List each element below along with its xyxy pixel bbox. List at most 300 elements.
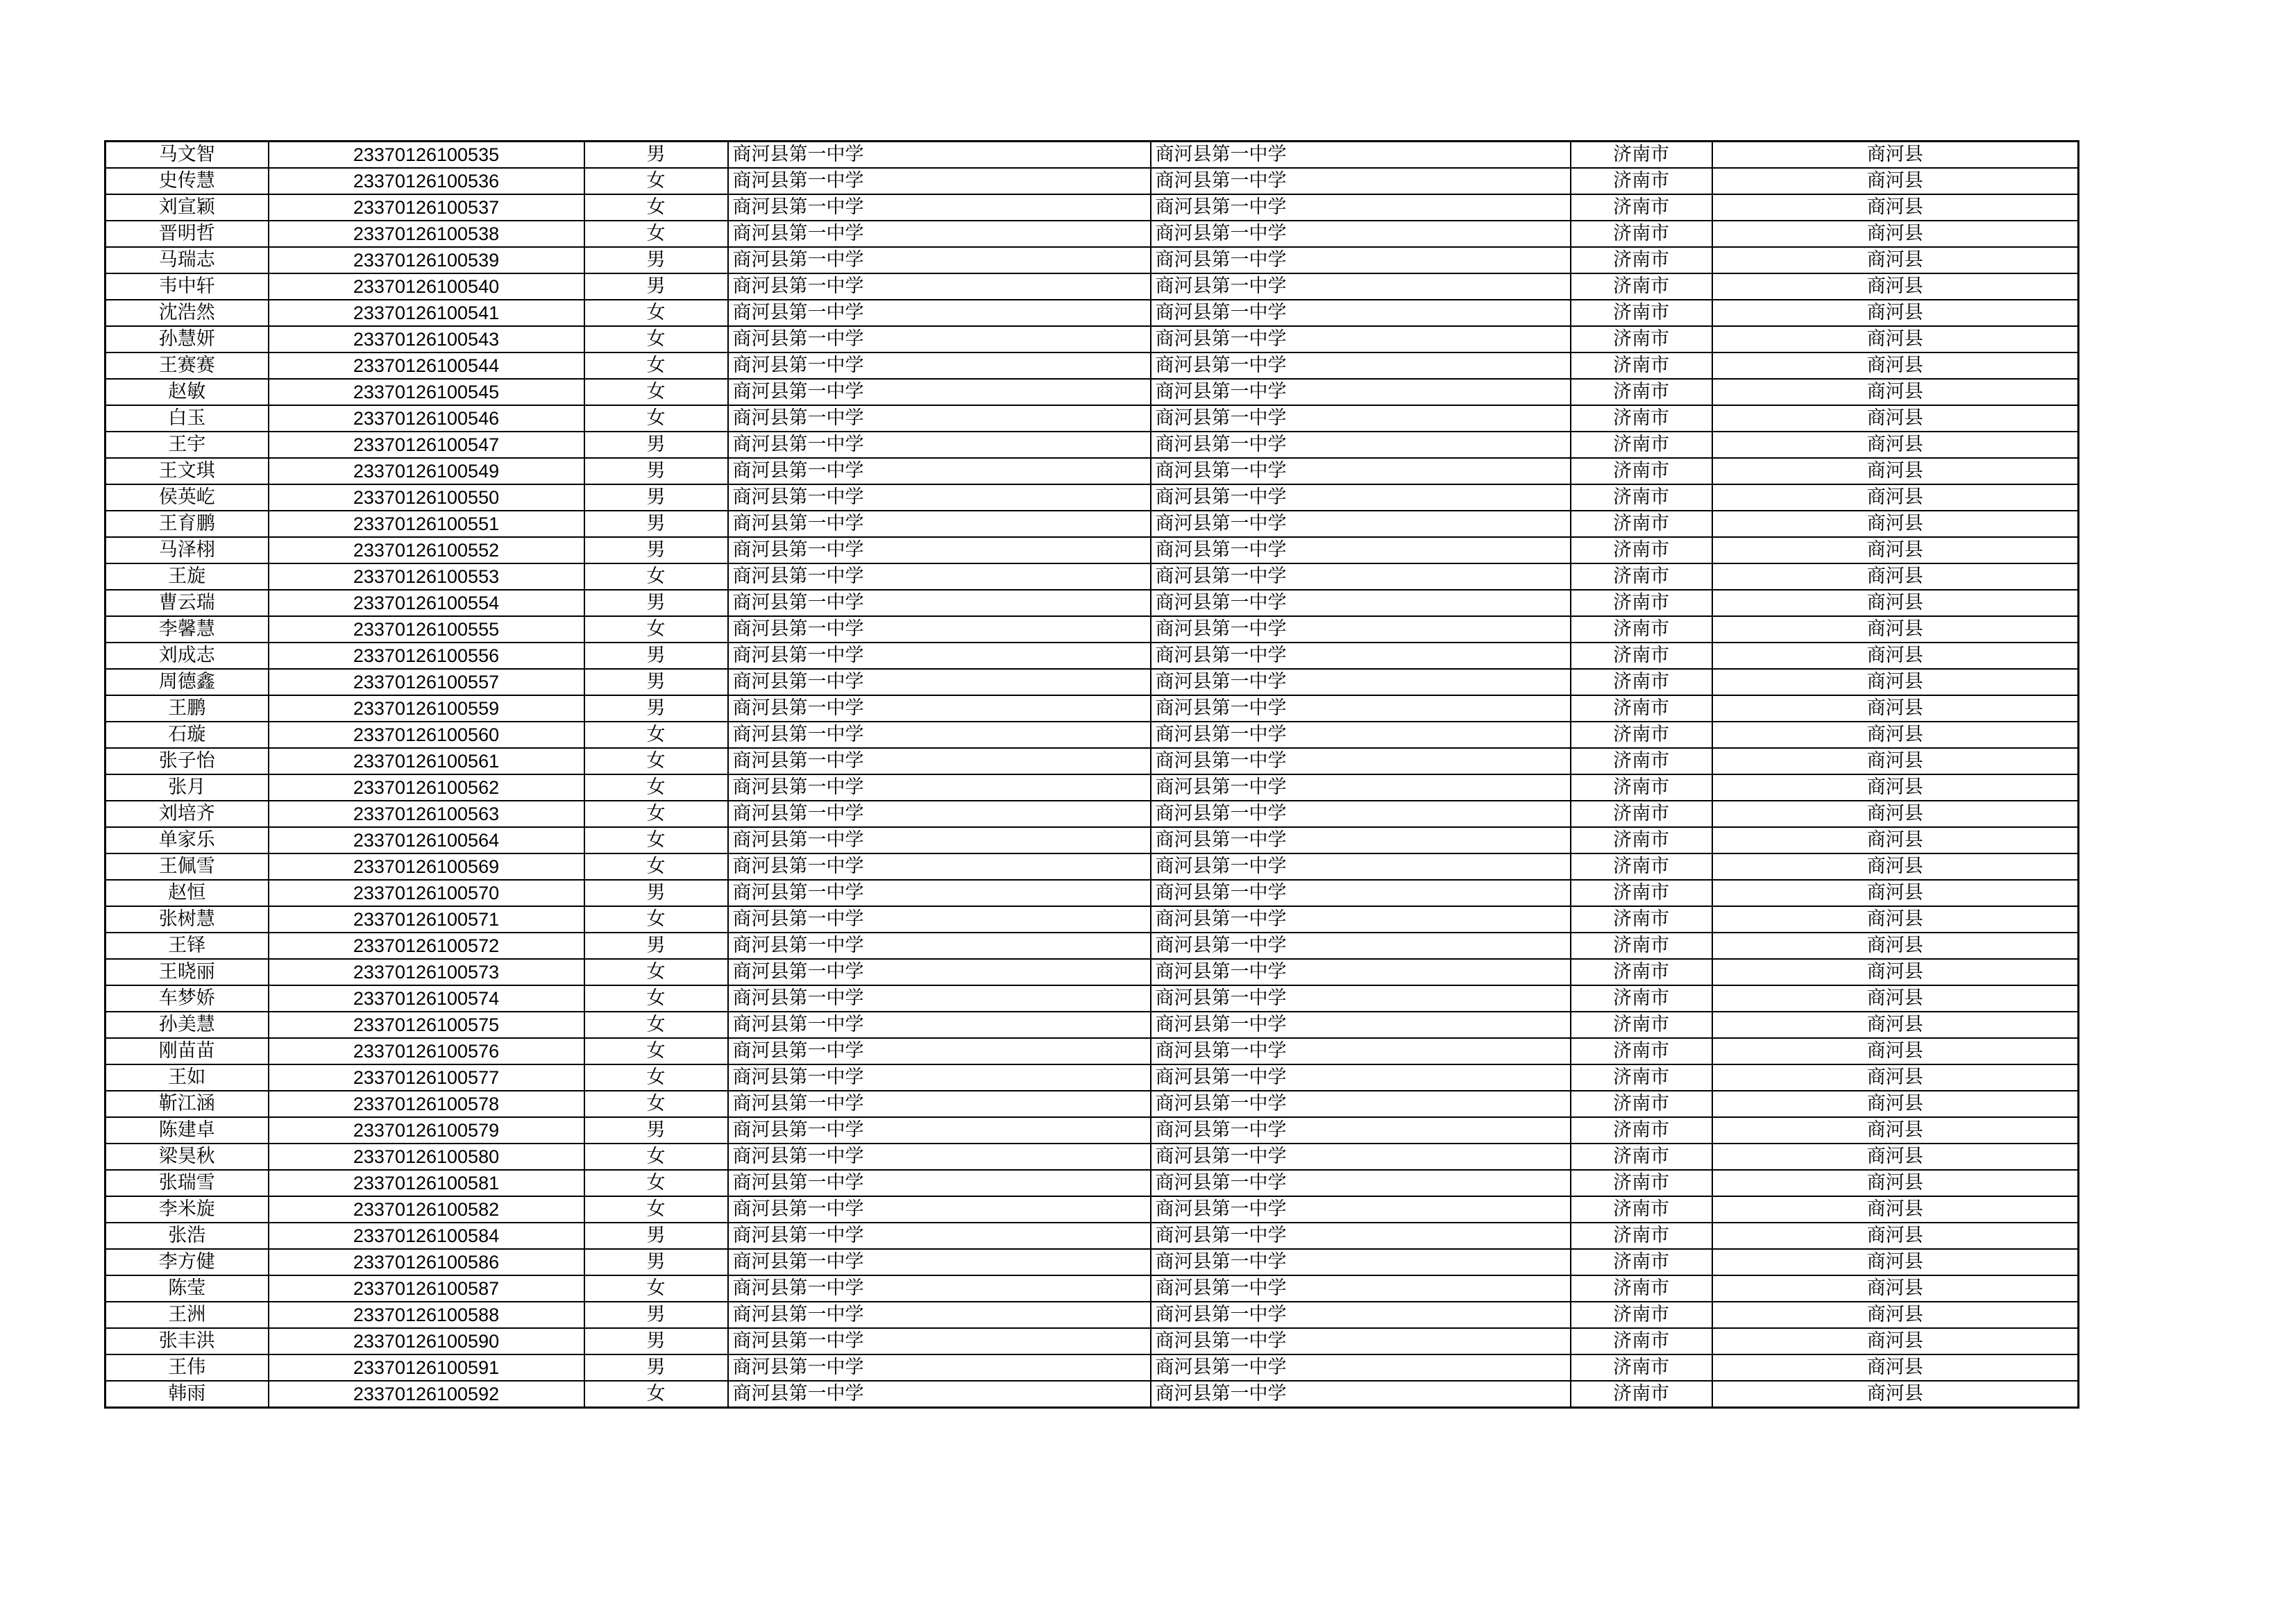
school-cell: 商河县第一中学 <box>728 247 1151 273</box>
gender-cell: 男 <box>584 432 728 458</box>
student-name-cell: 韩雨 <box>105 1381 269 1408</box>
city-cell: 济南市 <box>1571 511 1712 537</box>
table-row <box>105 643 2079 669</box>
table-row <box>105 484 2079 511</box>
exam-school-cell: 商河县第一中学 <box>1151 827 1571 853</box>
student-name-cell: 单家乐 <box>105 827 269 853</box>
county-cell: 商河县 <box>1712 1354 2079 1381</box>
exam-number-cell: 23370126100569 <box>269 853 584 880</box>
exam-school-cell: 商河县第一中学 <box>1151 1223 1571 1249</box>
exam-school-cell: 商河县第一中学 <box>1151 432 1571 458</box>
city-cell: 济南市 <box>1571 880 1712 906</box>
table-row <box>105 1275 2079 1302</box>
exam-school-cell: 商河县第一中学 <box>1151 1196 1571 1223</box>
table-row <box>105 142 2079 169</box>
student-name-cell: 赵恒 <box>105 880 269 906</box>
gender-cell: 女 <box>584 774 728 801</box>
student-name-cell: 靳江涵 <box>105 1091 269 1117</box>
table-row <box>105 774 2079 801</box>
county-cell: 商河县 <box>1712 1302 2079 1328</box>
school-cell: 商河县第一中学 <box>728 273 1151 300</box>
student-name-cell: 沈浩然 <box>105 300 269 326</box>
gender-cell: 男 <box>584 643 728 669</box>
exam-school-cell: 商河县第一中学 <box>1151 1144 1571 1170</box>
exam-number-cell: 23370126100560 <box>269 722 584 748</box>
exam-number-cell: 23370126100540 <box>269 273 584 300</box>
student-name-cell: 陈莹 <box>105 1275 269 1302</box>
exam-school-cell: 商河县第一中学 <box>1151 194 1571 221</box>
exam-number-cell: 23370126100571 <box>269 906 584 933</box>
city-cell: 济南市 <box>1571 1170 1712 1196</box>
city-cell: 济南市 <box>1571 458 1712 484</box>
city-cell: 济南市 <box>1571 906 1712 933</box>
exam-number-cell: 23370126100555 <box>269 616 584 643</box>
student-name-cell: 王赛赛 <box>105 352 269 379</box>
student-name-cell: 孙慧妍 <box>105 326 269 352</box>
student-name-cell: 王旋 <box>105 563 269 590</box>
city-cell: 济南市 <box>1571 484 1712 511</box>
city-cell: 济南市 <box>1571 985 1712 1012</box>
student-name-cell: 白玉 <box>105 405 269 432</box>
gender-cell: 男 <box>584 1328 728 1354</box>
exam-school-cell: 商河县第一中学 <box>1151 1064 1571 1091</box>
school-cell: 商河县第一中学 <box>728 827 1151 853</box>
student-name-cell: 侯英屹 <box>105 484 269 511</box>
exam-school-cell: 商河县第一中学 <box>1151 1328 1571 1354</box>
exam-number-cell: 23370126100572 <box>269 933 584 959</box>
city-cell: 济南市 <box>1571 563 1712 590</box>
school-cell: 商河县第一中学 <box>728 774 1151 801</box>
city-cell: 济南市 <box>1571 1302 1712 1328</box>
table-row <box>105 379 2079 405</box>
school-cell: 商河县第一中学 <box>728 221 1151 247</box>
exam-school-cell: 商河县第一中学 <box>1151 774 1571 801</box>
student-name-cell: 王育鹏 <box>105 511 269 537</box>
gender-cell: 男 <box>584 1249 728 1275</box>
table-row <box>105 1144 2079 1170</box>
exam-number-cell: 23370126100545 <box>269 379 584 405</box>
exam-number-cell: 23370126100592 <box>269 1381 584 1408</box>
exam-number-cell: 23370126100579 <box>269 1117 584 1144</box>
gender-cell: 女 <box>584 1275 728 1302</box>
city-cell: 济南市 <box>1571 933 1712 959</box>
table-row <box>105 1012 2079 1038</box>
table-row <box>105 458 2079 484</box>
city-cell: 济南市 <box>1571 300 1712 326</box>
student-name-cell: 张月 <box>105 774 269 801</box>
exam-number-cell: 23370126100564 <box>269 827 584 853</box>
school-cell: 商河县第一中学 <box>728 1064 1151 1091</box>
student-name-cell: 李米旋 <box>105 1196 269 1223</box>
exam-school-cell: 商河县第一中学 <box>1151 247 1571 273</box>
exam-school-cell: 商河县第一中学 <box>1151 1091 1571 1117</box>
student-roster-table <box>104 140 2079 1409</box>
city-cell: 济南市 <box>1571 326 1712 352</box>
city-cell: 济南市 <box>1571 1038 1712 1064</box>
table-row <box>105 1223 2079 1249</box>
county-cell: 商河县 <box>1712 880 2079 906</box>
city-cell: 济南市 <box>1571 1328 1712 1354</box>
gender-cell: 女 <box>584 326 728 352</box>
school-cell: 商河县第一中学 <box>728 194 1151 221</box>
county-cell: 商河县 <box>1712 774 2079 801</box>
city-cell: 济南市 <box>1571 1144 1712 1170</box>
student-name-cell: 车梦娇 <box>105 985 269 1012</box>
table-row <box>105 880 2079 906</box>
city-cell: 济南市 <box>1571 801 1712 827</box>
city-cell: 济南市 <box>1571 774 1712 801</box>
table-row <box>105 511 2079 537</box>
school-cell: 商河县第一中学 <box>728 933 1151 959</box>
school-cell: 商河县第一中学 <box>728 537 1151 563</box>
table-row <box>105 1091 2079 1117</box>
exam-number-cell: 23370126100549 <box>269 458 584 484</box>
exam-number-cell: 23370126100581 <box>269 1170 584 1196</box>
exam-number-cell: 23370126100557 <box>269 669 584 695</box>
gender-cell: 女 <box>584 221 728 247</box>
exam-number-cell: 23370126100551 <box>269 511 584 537</box>
exam-school-cell: 商河县第一中学 <box>1151 590 1571 616</box>
student-name-cell: 李方健 <box>105 1249 269 1275</box>
exam-school-cell: 商河县第一中学 <box>1151 1012 1571 1038</box>
exam-school-cell: 商河县第一中学 <box>1151 142 1571 169</box>
exam-number-cell: 23370126100578 <box>269 1091 584 1117</box>
exam-number-cell: 23370126100573 <box>269 959 584 985</box>
table-row <box>105 247 2079 273</box>
exam-number-cell: 23370126100584 <box>269 1223 584 1249</box>
county-cell: 商河县 <box>1712 352 2079 379</box>
student-name-cell: 张丰洪 <box>105 1328 269 1354</box>
county-cell: 商河县 <box>1712 748 2079 774</box>
table-row <box>105 1196 2079 1223</box>
exam-number-cell: 23370126100586 <box>269 1249 584 1275</box>
gender-cell: 男 <box>584 880 728 906</box>
exam-school-cell: 商河县第一中学 <box>1151 748 1571 774</box>
table-row <box>105 1170 2079 1196</box>
exam-number-cell: 23370126100553 <box>269 563 584 590</box>
student-name-cell: 马文智 <box>105 142 269 169</box>
gender-cell: 女 <box>584 1038 728 1064</box>
county-cell: 商河县 <box>1712 1064 2079 1091</box>
exam-school-cell: 商河县第一中学 <box>1151 300 1571 326</box>
exam-number-cell: 23370126100588 <box>269 1302 584 1328</box>
student-name-cell: 晋明哲 <box>105 221 269 247</box>
city-cell: 济南市 <box>1571 247 1712 273</box>
gender-cell: 女 <box>584 801 728 827</box>
exam-school-cell: 商河县第一中学 <box>1151 722 1571 748</box>
table-body <box>105 142 2079 1408</box>
school-cell: 商河县第一中学 <box>728 168 1151 194</box>
city-cell: 济南市 <box>1571 1249 1712 1275</box>
table-row <box>105 273 2079 300</box>
gender-cell: 男 <box>584 458 728 484</box>
city-cell: 济南市 <box>1571 827 1712 853</box>
exam-school-cell: 商河县第一中学 <box>1151 801 1571 827</box>
school-cell: 商河县第一中学 <box>728 1012 1151 1038</box>
table-row <box>105 1381 2079 1408</box>
county-cell: 商河县 <box>1712 669 2079 695</box>
exam-number-cell: 23370126100576 <box>269 1038 584 1064</box>
school-cell: 商河县第一中学 <box>728 1381 1151 1408</box>
table-row <box>105 1249 2079 1275</box>
table-row <box>105 194 2079 221</box>
student-name-cell: 王鹏 <box>105 695 269 722</box>
exam-school-cell: 商河县第一中学 <box>1151 326 1571 352</box>
city-cell: 济南市 <box>1571 537 1712 563</box>
school-cell: 商河县第一中学 <box>728 326 1151 352</box>
exam-number-cell: 23370126100544 <box>269 352 584 379</box>
exam-school-cell: 商河县第一中学 <box>1151 1117 1571 1144</box>
gender-cell: 女 <box>584 1170 728 1196</box>
exam-number-cell: 23370126100541 <box>269 300 584 326</box>
table-row <box>105 853 2079 880</box>
exam-school-cell: 商河县第一中学 <box>1151 985 1571 1012</box>
city-cell: 济南市 <box>1571 194 1712 221</box>
gender-cell: 女 <box>584 1381 728 1408</box>
table-row <box>105 1038 2079 1064</box>
school-cell: 商河县第一中学 <box>728 1328 1151 1354</box>
county-cell: 商河县 <box>1712 1381 2079 1408</box>
exam-number-cell: 23370126100539 <box>269 247 584 273</box>
gender-cell: 男 <box>584 695 728 722</box>
school-cell: 商河县第一中学 <box>728 906 1151 933</box>
gender-cell: 男 <box>584 537 728 563</box>
county-cell: 商河县 <box>1712 1328 2079 1354</box>
county-cell: 商河县 <box>1712 484 2079 511</box>
exam-number-cell: 23370126100554 <box>269 590 584 616</box>
table-row <box>105 906 2079 933</box>
table-row <box>105 985 2079 1012</box>
exam-number-cell: 23370126100561 <box>269 748 584 774</box>
county-cell: 商河县 <box>1712 1038 2079 1064</box>
school-cell: 商河县第一中学 <box>728 1223 1151 1249</box>
county-cell: 商河县 <box>1712 1091 2079 1117</box>
school-cell: 商河县第一中学 <box>728 722 1151 748</box>
school-cell: 商河县第一中学 <box>728 853 1151 880</box>
exam-school-cell: 商河县第一中学 <box>1151 643 1571 669</box>
table-row <box>105 326 2079 352</box>
table-row <box>105 1064 2079 1091</box>
table-row <box>105 1117 2079 1144</box>
exam-school-cell: 商河县第一中学 <box>1151 669 1571 695</box>
county-cell: 商河县 <box>1712 985 2079 1012</box>
county-cell: 商河县 <box>1712 827 2079 853</box>
gender-cell: 女 <box>584 827 728 853</box>
county-cell: 商河县 <box>1712 300 2079 326</box>
table-row <box>105 616 2079 643</box>
county-cell: 商河县 <box>1712 643 2079 669</box>
exam-school-cell: 商河县第一中学 <box>1151 1275 1571 1302</box>
table-row <box>105 563 2079 590</box>
school-cell: 商河县第一中学 <box>728 590 1151 616</box>
gender-cell: 男 <box>584 1223 728 1249</box>
exam-number-cell: 23370126100552 <box>269 537 584 563</box>
table-row <box>105 669 2079 695</box>
county-cell: 商河县 <box>1712 853 2079 880</box>
gender-cell: 男 <box>584 142 728 169</box>
city-cell: 济南市 <box>1571 1064 1712 1091</box>
school-cell: 商河县第一中学 <box>728 379 1151 405</box>
school-cell: 商河县第一中学 <box>728 1196 1151 1223</box>
school-cell: 商河县第一中学 <box>728 511 1151 537</box>
county-cell: 商河县 <box>1712 801 2079 827</box>
city-cell: 济南市 <box>1571 695 1712 722</box>
city-cell: 济南市 <box>1571 1012 1712 1038</box>
exam-school-cell: 商河县第一中学 <box>1151 1249 1571 1275</box>
school-cell: 商河县第一中学 <box>728 458 1151 484</box>
gender-cell: 女 <box>584 722 728 748</box>
exam-number-cell: 23370126100587 <box>269 1275 584 1302</box>
county-cell: 商河县 <box>1712 194 2079 221</box>
exam-number-cell: 23370126100535 <box>269 142 584 169</box>
table-row <box>105 1302 2079 1328</box>
student-name-cell: 张子怡 <box>105 748 269 774</box>
county-cell: 商河县 <box>1712 722 2079 748</box>
student-name-cell: 陈建卓 <box>105 1117 269 1144</box>
student-name-cell: 张瑞雪 <box>105 1170 269 1196</box>
exam-number-cell: 23370126100556 <box>269 643 584 669</box>
student-name-cell: 韦中轩 <box>105 273 269 300</box>
exam-number-cell: 23370126100563 <box>269 801 584 827</box>
table-row <box>105 1328 2079 1354</box>
school-cell: 商河县第一中学 <box>728 352 1151 379</box>
county-cell: 商河县 <box>1712 326 2079 352</box>
student-name-cell: 赵敏 <box>105 379 269 405</box>
city-cell: 济南市 <box>1571 669 1712 695</box>
gender-cell: 男 <box>584 1117 728 1144</box>
county-cell: 商河县 <box>1712 273 2079 300</box>
exam-school-cell: 商河县第一中学 <box>1151 906 1571 933</box>
county-cell: 商河县 <box>1712 695 2079 722</box>
exam-number-cell: 23370126100591 <box>269 1354 584 1381</box>
exam-school-cell: 商河县第一中学 <box>1151 168 1571 194</box>
city-cell: 济南市 <box>1571 379 1712 405</box>
city-cell: 济南市 <box>1571 142 1712 169</box>
exam-number-cell: 23370126100537 <box>269 194 584 221</box>
student-name-cell: 孙美慧 <box>105 1012 269 1038</box>
table-row <box>105 959 2079 985</box>
city-cell: 济南市 <box>1571 1196 1712 1223</box>
city-cell: 济南市 <box>1571 168 1712 194</box>
city-cell: 济南市 <box>1571 1223 1712 1249</box>
exam-school-cell: 商河县第一中学 <box>1151 352 1571 379</box>
table-row <box>105 590 2079 616</box>
student-name-cell: 周德鑫 <box>105 669 269 695</box>
exam-number-cell: 23370126100550 <box>269 484 584 511</box>
gender-cell: 女 <box>584 352 728 379</box>
gender-cell: 女 <box>584 985 728 1012</box>
gender-cell: 女 <box>584 1196 728 1223</box>
exam-number-cell: 23370126100546 <box>269 405 584 432</box>
city-cell: 济南市 <box>1571 221 1712 247</box>
city-cell: 济南市 <box>1571 1091 1712 1117</box>
county-cell: 商河县 <box>1712 906 2079 933</box>
school-cell: 商河县第一中学 <box>728 432 1151 458</box>
student-name-cell: 史传慧 <box>105 168 269 194</box>
student-name-cell: 刘宣颖 <box>105 194 269 221</box>
school-cell: 商河县第一中学 <box>728 142 1151 169</box>
school-cell: 商河县第一中学 <box>728 1144 1151 1170</box>
city-cell: 济南市 <box>1571 1354 1712 1381</box>
student-name-cell: 王晓丽 <box>105 959 269 985</box>
gender-cell: 女 <box>584 959 728 985</box>
gender-cell: 女 <box>584 1012 728 1038</box>
county-cell: 商河县 <box>1712 1275 2079 1302</box>
gender-cell: 女 <box>584 1064 728 1091</box>
table-row <box>105 827 2079 853</box>
exam-number-cell: 23370126100574 <box>269 985 584 1012</box>
table-row <box>105 537 2079 563</box>
county-cell: 商河县 <box>1712 511 2079 537</box>
gender-cell: 女 <box>584 563 728 590</box>
city-cell: 济南市 <box>1571 959 1712 985</box>
gender-cell: 女 <box>584 616 728 643</box>
exam-number-cell: 23370126100536 <box>269 168 584 194</box>
student-name-cell: 马泽栩 <box>105 537 269 563</box>
city-cell: 济南市 <box>1571 352 1712 379</box>
city-cell: 济南市 <box>1571 748 1712 774</box>
gender-cell: 女 <box>584 853 728 880</box>
student-name-cell: 王如 <box>105 1064 269 1091</box>
county-cell: 商河县 <box>1712 168 2079 194</box>
gender-cell: 男 <box>584 669 728 695</box>
gender-cell: 男 <box>584 1302 728 1328</box>
table-row <box>105 695 2079 722</box>
student-name-cell: 王伟 <box>105 1354 269 1381</box>
student-name-cell: 王宇 <box>105 432 269 458</box>
exam-school-cell: 商河县第一中学 <box>1151 511 1571 537</box>
student-name-cell: 张浩 <box>105 1223 269 1249</box>
exam-school-cell: 商河县第一中学 <box>1151 933 1571 959</box>
school-cell: 商河县第一中学 <box>728 484 1151 511</box>
table-row <box>105 432 2079 458</box>
gender-cell: 女 <box>584 168 728 194</box>
city-cell: 济南市 <box>1571 853 1712 880</box>
exam-number-cell: 23370126100582 <box>269 1196 584 1223</box>
county-cell: 商河县 <box>1712 1144 2079 1170</box>
county-cell: 商河县 <box>1712 537 2079 563</box>
table-row <box>105 300 2079 326</box>
city-cell: 济南市 <box>1571 405 1712 432</box>
exam-school-cell: 商河县第一中学 <box>1151 853 1571 880</box>
county-cell: 商河县 <box>1712 616 2079 643</box>
exam-school-cell: 商河县第一中学 <box>1151 1302 1571 1328</box>
student-name-cell: 王铎 <box>105 933 269 959</box>
county-cell: 商河县 <box>1712 379 2079 405</box>
exam-school-cell: 商河县第一中学 <box>1151 537 1571 563</box>
table-row <box>105 405 2079 432</box>
city-cell: 济南市 <box>1571 643 1712 669</box>
exam-number-cell: 23370126100562 <box>269 774 584 801</box>
exam-school-cell: 商河县第一中学 <box>1151 616 1571 643</box>
gender-cell: 女 <box>584 379 728 405</box>
student-name-cell: 王佩雪 <box>105 853 269 880</box>
exam-school-cell: 商河县第一中学 <box>1151 880 1571 906</box>
exam-number-cell: 23370126100547 <box>269 432 584 458</box>
gender-cell: 女 <box>584 906 728 933</box>
county-cell: 商河县 <box>1712 933 2079 959</box>
school-cell: 商河县第一中学 <box>728 1038 1151 1064</box>
gender-cell: 男 <box>584 933 728 959</box>
gender-cell: 女 <box>584 300 728 326</box>
table-row <box>105 801 2079 827</box>
table-row <box>105 933 2079 959</box>
city-cell: 济南市 <box>1571 1381 1712 1408</box>
county-cell: 商河县 <box>1712 142 2079 169</box>
county-cell: 商河县 <box>1712 959 2079 985</box>
county-cell: 商河县 <box>1712 458 2079 484</box>
school-cell: 商河县第一中学 <box>728 801 1151 827</box>
